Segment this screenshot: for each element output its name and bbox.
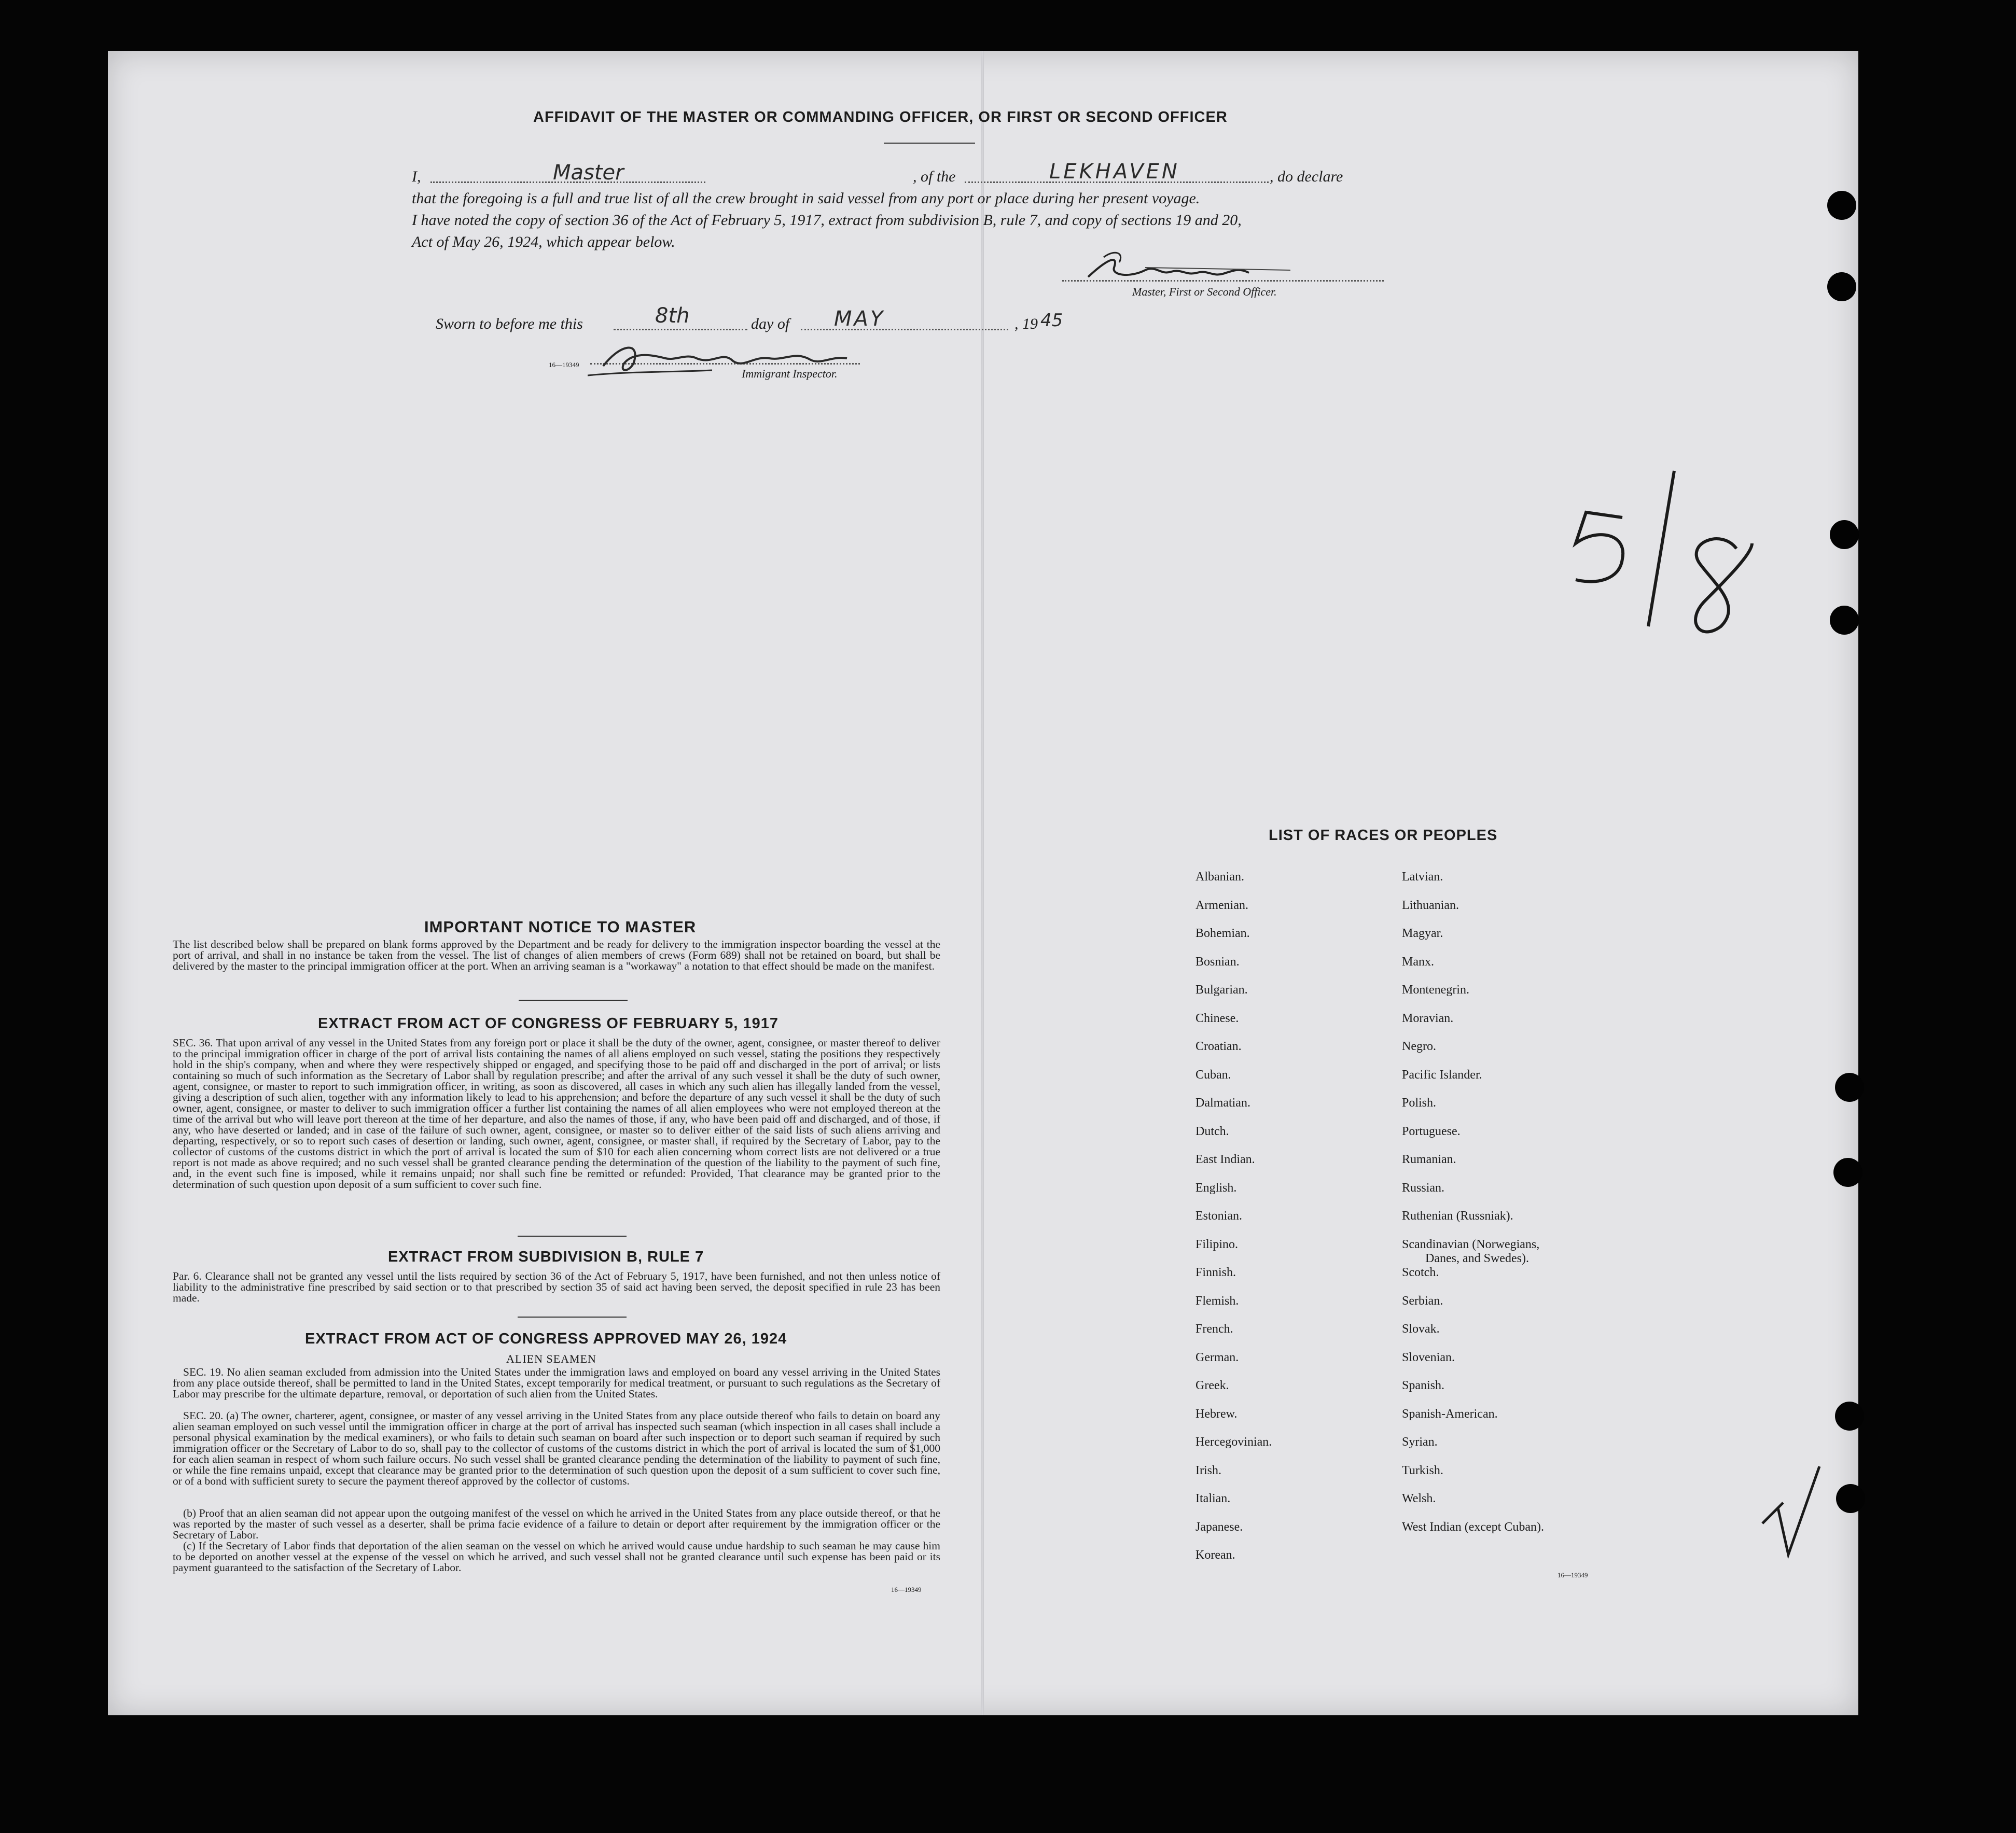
race-item: English. bbox=[1195, 1181, 1237, 1195]
race-item: Bosnian. bbox=[1195, 955, 1240, 969]
race-item: Pacific Islander. bbox=[1402, 1068, 1482, 1082]
punch-hole bbox=[1830, 606, 1859, 635]
extract1917-rule bbox=[518, 1236, 627, 1237]
year-prefix: , 19 bbox=[1014, 315, 1038, 332]
affidavit-line2: that the foregoing is a full and true list of all the crew brought in said vessel from any port or place during her present voyage. bbox=[412, 190, 1200, 207]
race-item: Bulgarian. bbox=[1195, 983, 1248, 997]
of-the-label: , of the bbox=[913, 168, 956, 185]
race-item: Slovak. bbox=[1402, 1322, 1440, 1336]
do-declare-label: , do declare bbox=[1270, 168, 1343, 185]
race-item: Chinese. bbox=[1195, 1011, 1239, 1025]
inspector-caption: Immigrant Inspector. bbox=[742, 367, 838, 380]
race-item: Latvian. bbox=[1402, 870, 1443, 884]
extract1924-sec20a: SEC. 20. (a) The owner, charterer, agent, consignee, or master of any vessel arriving in the United States from any place outside thereof who fails to detain on board any alien seaman employed on such vessel until the immigration officer in charge at the port of arrival has inspected such seaman (which inspection in all cases shall include a personal physical examination by the medical examiners), or who fails to detain such seaman on board after such inspection or to deport such seaman if required by such immigration officer or the Secretary of Labor to do so, shall pay to the collector of customs of the customs district in which the port of arrival is located the sum of $1,000 for each alien seaman in respect of whom such failure occurs. No such vessel shall be granted clearance pending the determination of the liability to payment of such fine, or while the fine remains unpaid, except that clearance may be granted prior to the determination of such question upon the deposit of a sum sufficient to cover such fine, or of a bond with sufficient surety to secure the payment thereof approved by the collector of customs. bbox=[173, 1409, 940, 1487]
race-item: Syrian. bbox=[1402, 1435, 1438, 1449]
punch-hole bbox=[1827, 191, 1856, 220]
race-item: Magyar. bbox=[1402, 927, 1443, 940]
day-of-label: day of bbox=[751, 315, 790, 332]
affidavit-line4: Act of May 26, 1924, which appear below. bbox=[412, 233, 675, 250]
race-item: Croatian. bbox=[1195, 1040, 1242, 1053]
race-item: Welsh. bbox=[1402, 1492, 1436, 1505]
race-item: French. bbox=[1195, 1322, 1233, 1336]
race-item: Russian. bbox=[1402, 1181, 1445, 1195]
races-form-number: 16—19349 bbox=[1558, 1571, 1588, 1579]
race-item: Bohemian. bbox=[1195, 927, 1250, 940]
master-caption: Master, First or Second Officer. bbox=[1132, 285, 1277, 298]
race-item: Japanese. bbox=[1195, 1520, 1243, 1534]
extract1924-title: EXTRACT FROM ACT OF CONGRESS APPROVED MAY 26, 1924 bbox=[305, 1331, 787, 1347]
extract1924-sec19: SEC. 19. No alien seaman excluded from admission into the United States under the immigration laws and employed on board any vessel arriving in the United States from any place outside thereof, shall be permitted to land in the United States, except temporarily for medical treatment, or pursuant to such regulations as the Secretary of Labor may prescribe for the ultimate departure, removal, or deportation of such alien from the United States. bbox=[173, 1366, 940, 1400]
race-item: Irish. bbox=[1195, 1463, 1221, 1477]
race-item: Ruthenian (Russniak). bbox=[1402, 1209, 1513, 1223]
punch-hole bbox=[1833, 1158, 1862, 1187]
race-item: Serbian. bbox=[1402, 1294, 1443, 1308]
race-item: Flemish. bbox=[1195, 1294, 1239, 1308]
race-item: West Indian (except Cuban). bbox=[1402, 1520, 1544, 1534]
rule7-text: Par. 6. Clearance shall not be granted any vessel until the lists required by section 36 of the Act of February 5, 1917, have been furnished, and not then unless notice of liability to the administrative fine prescribed by said section or to that prescribed by section 35 of said act having been served, the deposit specified in rule 23 has been made. bbox=[173, 1270, 940, 1304]
vessel-handwritten: LEKHAVEN bbox=[1049, 160, 1180, 184]
inspector-form-number: 16—19349 bbox=[549, 361, 579, 369]
race-item: Armenian. bbox=[1195, 898, 1248, 912]
punch-hole bbox=[1835, 1073, 1864, 1102]
race-item: Finnish. bbox=[1195, 1266, 1236, 1279]
race-item: Scandinavian (Norwegians, bbox=[1402, 1237, 1540, 1251]
notice-text: The list described below shall be prepared on blank forms approved by the Department and be ready for delivery to the immigration inspector boarding the vessel at the port of arrival, and shall in no instance be taken from the vessel. The list of changes of alien members of crews (Form 689) shall not be retained on board, but shall be delivered by the master to the principal immigration officer at the port. When an arriving seaman is a "workaway" a notation to that effect should be made on the manifest. bbox=[173, 938, 940, 972]
race-item: Spanish. bbox=[1402, 1379, 1445, 1392]
race-item: Estonian. bbox=[1195, 1209, 1242, 1223]
document-sheet bbox=[108, 51, 1858, 1715]
race-item: Moravian. bbox=[1402, 1011, 1454, 1025]
sworn-label: Sworn to before me this bbox=[436, 315, 583, 332]
race-item: Albanian. bbox=[1195, 870, 1244, 884]
race-item: Hebrew. bbox=[1195, 1407, 1238, 1421]
day-blank[interactable] bbox=[614, 329, 747, 330]
race-item: Polish. bbox=[1402, 1096, 1437, 1110]
rule7-rule bbox=[518, 1317, 627, 1318]
race-item: Dutch. bbox=[1195, 1124, 1229, 1138]
month-handwritten: MAY bbox=[834, 307, 885, 331]
race-item: Spanish-American. bbox=[1402, 1407, 1498, 1421]
race-item: Montenegrin. bbox=[1402, 983, 1469, 997]
notice-title: IMPORTANT NOTICE TO MASTER bbox=[424, 918, 697, 936]
race-item: East Indian. bbox=[1195, 1153, 1255, 1166]
rank-handwritten: Master bbox=[553, 161, 624, 185]
race-item: Negro. bbox=[1402, 1040, 1436, 1053]
center-fold bbox=[981, 51, 984, 1715]
affidavit-title-rule bbox=[884, 143, 975, 144]
handwritten-fraction bbox=[1565, 460, 1773, 699]
extract1924-form-number: 16—19349 bbox=[891, 1586, 922, 1593]
extract1924-sec20b: (b) Proof that an alien seaman did not appear upon the outgoing manifest of the vessel on which he arrived in the United States from any place outside thereof, or that he was reported by the master of such vessel as a deserter, shall be prima facie evidence of a failure to detain or deport after requirement by the immigration officer or the Secretary of Labor. bbox=[173, 1507, 940, 1541]
affidavit-line3: I have noted the copy of section 36 of the Act of February 5, 1917, extract from subdivision B, rule 7, and copy of sections 19 and 20, bbox=[412, 212, 1242, 229]
punch-hole bbox=[1830, 520, 1859, 549]
race-item: Turkish. bbox=[1402, 1463, 1443, 1477]
race-item: Korean. bbox=[1195, 1548, 1235, 1562]
race-item: German. bbox=[1195, 1350, 1239, 1364]
extract1917-title: EXTRACT FROM ACT OF CONGRESS OF FEBRUARY 5, 1917 bbox=[318, 1015, 779, 1032]
punch-hole bbox=[1827, 272, 1856, 301]
extract1924-sec20c: (c) If the Secretary of Labor finds that deportation of the alien seaman on the vessel on which he arrived would cause undue hardship to such seaman he may cause him to be deported on another vessel at the expense of the vessel on which he arrived, and such vessel shall not be granted clearance until such expense has been paid or its payment guaranteed to the satisfaction of the Secretary of Labor. bbox=[173, 1540, 940, 1574]
race-item: Scotch. bbox=[1402, 1266, 1439, 1279]
race-item: Manx. bbox=[1402, 955, 1434, 969]
extract1917-text: SEC. 36. That upon arrival of any vessel in the United States from any foreign port or place it shall be the duty of the owner, agent, consignee, or master thereof to deliver to the principal immigration officer in charge of the port of arrival lists containing the names of all aliens employed on such vessel, stating the positions they respectively hold in the ship's company, when and where they were respectively shipped or engaged, and specifying those to be paid off and discharged in the port of arrival; or lists containing so much of such information as the Secretary of Labor shall by regulation prescribe; and after the arrival of any such vessel it shall be the duty of such owner, agent, consignee, or master to report to such immigration officer, in writing, as soon as discovered, all cases in which any such alien has illegally landed from the vessel, giving a description of such alien, together with any information likely to lead to his apprehension; and before the departure of any such vessel it shall be the duty of such owner, agent, consignee, or master to deliver to such immigration officer a further list containing the names of all alien employees who were not employed thereon at the time of the arrival but who will leave port thereon at the time of her departure, and also the names of those, if any, who have been paid off and discharged, and of those, if any, who have deserted or landed; and in case of the failure of such owner, agent, consignee, or master so to deliver either of the said lists of such aliens arriving and departing, respectively, or so to report such cases of desertion or landing, such owner, agent, consignee, or master shall, if required by the Secretary of Labor, pay to the collector of customs of the customs district in which the port of arrival is located the sum of $10 for each alien concerning whom correct lists are not delivered or a true report is not made as above required; and no such vessel shall be granted clearance pending the determination of the question of the liability to the payment of such fine, and, in the event such fine is imposed, while it remains unpaid; nor shall such fine be remitted or refunded: Provided, That clearance may be granted prior to the determination of such question upon deposit of a sum sufficient to cover such fine. bbox=[173, 1037, 940, 1191]
check-mark bbox=[1757, 1461, 1830, 1565]
race-item: Slovenian. bbox=[1402, 1350, 1455, 1364]
race-item: Rumanian. bbox=[1402, 1153, 1456, 1166]
race-item: Portuguese. bbox=[1402, 1124, 1461, 1138]
month-blank[interactable] bbox=[801, 329, 1008, 330]
race-item: Italian. bbox=[1195, 1492, 1231, 1505]
races-title: LIST OF RACES OR PEOPLES bbox=[1269, 827, 1498, 844]
race-item: Greek. bbox=[1195, 1379, 1229, 1392]
master-signature bbox=[1083, 247, 1301, 288]
rule7-title: EXTRACT FROM SUBDIVISION B, RULE 7 bbox=[388, 1249, 704, 1265]
race-item: Hercegovinian. bbox=[1195, 1435, 1272, 1449]
day-handwritten: 8th bbox=[655, 304, 690, 328]
punch-hole bbox=[1836, 1484, 1865, 1513]
race-item: Dalmatian. bbox=[1195, 1096, 1250, 1110]
affidavit-i-label: I, bbox=[412, 168, 421, 185]
notice-rule bbox=[519, 1000, 628, 1001]
affidavit-title: AFFIDAVIT OF THE MASTER OR COMMANDING OFFICER, OR FIRST OR SECOND OFFICER bbox=[533, 109, 1228, 125]
race-item: Lithuanian. bbox=[1402, 898, 1459, 912]
year-handwritten: 45 bbox=[1040, 310, 1063, 331]
race-item: Danes, and Swedes). bbox=[1425, 1251, 1529, 1265]
race-item: Filipino. bbox=[1195, 1237, 1239, 1251]
race-item: Cuban. bbox=[1195, 1068, 1231, 1082]
extract1924-subtitle: ALIEN SEAMEN bbox=[506, 1352, 596, 1365]
punch-hole bbox=[1835, 1402, 1864, 1431]
